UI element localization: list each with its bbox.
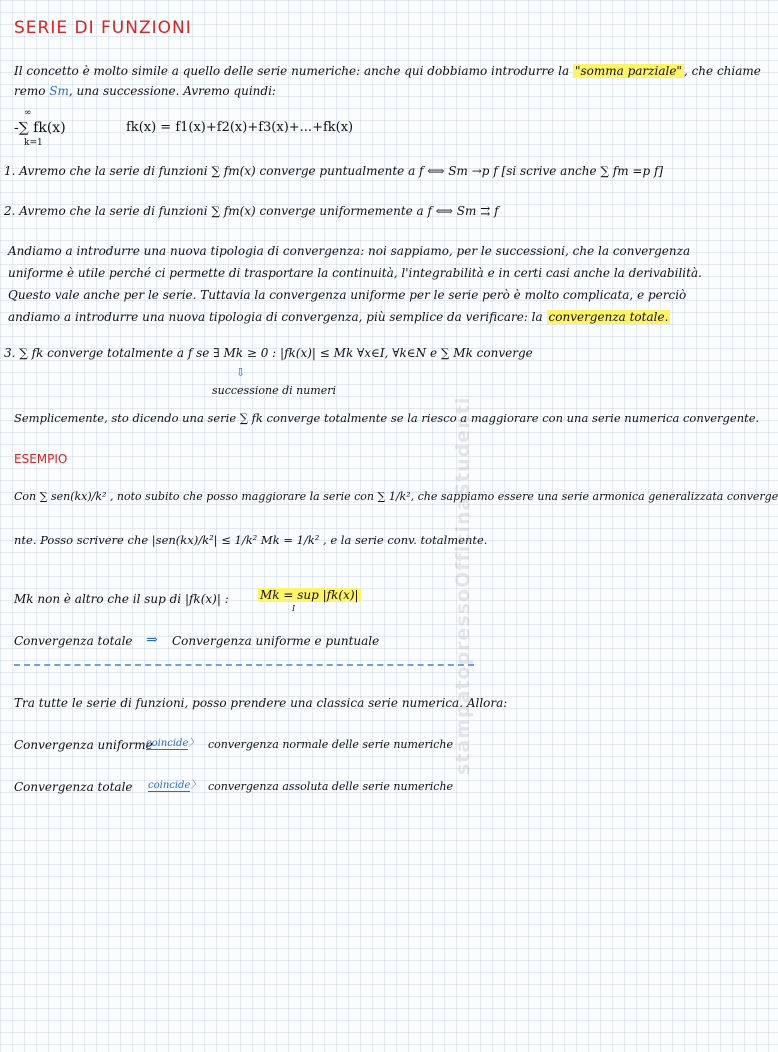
point-3: 3. ∑ fk converge totalmente a f se ∃ Mk ≥ 0 : |fk(x)| ≤ Mk ∀x∈I, ∀k∈N e ∑ Mk converge bbox=[4, 346, 533, 360]
row-2-right: convergenza assoluta delle serie numeriche bbox=[208, 780, 454, 793]
mk-formula-sub: I bbox=[292, 604, 296, 613]
paragraph-highlight: convergenza totale. bbox=[548, 310, 669, 324]
row-1-arrow-icon: 〉 bbox=[188, 738, 199, 749]
series-definition: -∑ fk(x) bbox=[14, 120, 66, 136]
intro-text-c: remo bbox=[14, 84, 46, 98]
intro-line-1 bbox=[14, 64, 761, 78]
intro-line-2 bbox=[14, 84, 276, 98]
row-2-arrow-icon: 〉 bbox=[190, 780, 201, 791]
watermark: stampatopressoOfficinaStudenti bbox=[452, 396, 474, 775]
between-line: Tra tutte le serie di funzioni, posso prendere una classica serie numerica. Allora: bbox=[14, 696, 508, 710]
paragraph bbox=[8, 240, 728, 328]
point-3-arrow: ⇩ bbox=[236, 366, 246, 379]
dashed-divider bbox=[14, 664, 474, 666]
row-2-mid bbox=[148, 780, 200, 792]
intro-highlight: "somma parziale" bbox=[574, 64, 682, 78]
paragraph-text: Andiamo a introdurre una nuova tipologia di convergenza: noi sappiamo, per le successioni, che la convergenza uniforme è utile perché ci permette di trasportare la continuità, l'integrabilità e in certi casi anche la derivabilità. Questo vale anche per le serie. Tuttavia la convergenza uniforme per le serie però è molto complicata, e perciò andiamo a introdurre una nuova tipologia di convergenza, più semplice da verificare: la bbox=[8, 244, 702, 324]
conv-total-right: Convergenza uniforme e puntuale bbox=[172, 634, 380, 648]
intro-text-b: , che chiame bbox=[683, 64, 761, 78]
sm-symbol: Sm bbox=[49, 84, 69, 98]
row-1-mid bbox=[146, 738, 198, 750]
point-2: 2. Avremo che la serie di funzioni ∑ fm(x) converge uniformemente a f ⟺ Sm ⇉ f bbox=[4, 204, 499, 218]
series-sup: ∞ bbox=[24, 108, 32, 118]
conv-total-left: Convergenza totale bbox=[14, 634, 133, 648]
point-1: 1. Avremo che la serie di funzioni ∑ fm(x) converge puntualmente a f ⟺ Sm →p f [si scrive anche ∑ fm =p f] bbox=[4, 164, 664, 178]
conv-total-arrow: ⇒ bbox=[146, 632, 158, 648]
partial-sum-formula: fk(x) = f1(x)+f2(x)+f3(x)+...+fk(x) bbox=[126, 120, 354, 135]
mk-line: Mk non è altro che il sup di |fk(x)| : bbox=[14, 592, 229, 606]
example-label: ESEMPIO bbox=[14, 452, 68, 466]
row-1-left: Convergenza uniforme bbox=[14, 738, 153, 752]
point-3-note: successione di numeri bbox=[212, 384, 337, 397]
example-line-2: nte. Posso scrivere che |sen(kx)/k²| ≤ 1/k² Mk = 1/k² , e la serie conv. totalmente. bbox=[14, 533, 488, 547]
simply-line: Semplicemente, sto dicendo una serie ∑ fk converge totalmente se la riesco a maggiorare con una serie numerica convergente. bbox=[14, 411, 760, 425]
mk-formula bbox=[258, 588, 361, 602]
row-1-right: convergenza normale delle serie numeriche bbox=[208, 738, 453, 751]
intro-text-a: Il concetto è molto simile a quello delle serie numeriche: anche qui dobbiamo introdurre la bbox=[14, 64, 570, 78]
row-2-left: Convergenza totale bbox=[14, 780, 133, 794]
series-sub: k=1 bbox=[24, 138, 43, 148]
row-2-coincide: coincide bbox=[148, 780, 191, 791]
example-line-1: Con ∑ sen(kx)/k² , noto subito che posso maggiorare la serie con ∑ 1/k², che sappiamo essere una serie armonica generalizzata converge bbox=[14, 490, 778, 503]
intro-text-d: , una successione. Avremo quindi: bbox=[68, 84, 276, 98]
mk-formula-text: Mk = sup |fk(x)| bbox=[260, 588, 359, 602]
page-title: SERIE DI FUNZIONI bbox=[14, 18, 192, 38]
row-1-coincide: coincide bbox=[146, 738, 189, 749]
